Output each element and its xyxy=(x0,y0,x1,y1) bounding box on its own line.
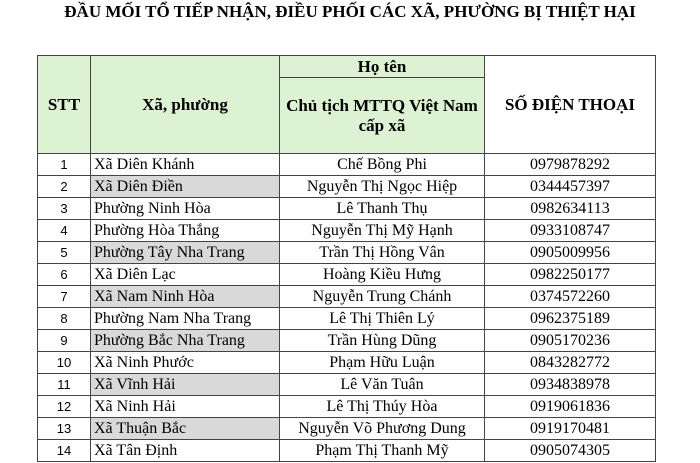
header-stt: STT xyxy=(38,56,91,154)
row-phone: 0933108747 xyxy=(485,220,656,242)
row-phone: 0374572260 xyxy=(485,286,656,308)
row-commune: Phường Bắc Nha Trang xyxy=(91,330,280,352)
row-stt: 9 xyxy=(38,330,91,352)
row-stt: 4 xyxy=(38,220,91,242)
row-commune: Xã Ninh Hải xyxy=(91,396,280,418)
row-name: Lê Thị Thiên Lý xyxy=(280,308,485,330)
row-commune: Xã Diên Điền xyxy=(91,176,280,198)
row-commune: Xã Ninh Phước xyxy=(91,352,280,374)
table-row xyxy=(38,374,656,396)
row-phone: 0905009956 xyxy=(485,242,656,264)
header-name-group: Họ tên xyxy=(280,56,485,78)
row-name: Lê Thanh Thụ xyxy=(280,198,485,220)
table-row xyxy=(38,308,656,330)
row-name: Phạm Hữu Luận xyxy=(280,352,485,374)
row-commune: Xã Tân Định xyxy=(91,440,280,462)
row-stt: 10 xyxy=(38,352,91,374)
row-commune: Xã Thuận Bắc xyxy=(91,418,280,440)
row-name: Nguyễn Thị Ngọc Hiệp xyxy=(280,176,485,198)
table-row xyxy=(38,198,656,220)
table-row xyxy=(38,154,656,176)
table-row xyxy=(38,418,656,440)
row-phone: 0919061836 xyxy=(485,396,656,418)
contact-table xyxy=(37,55,656,462)
row-phone: 0905170236 xyxy=(485,330,656,352)
header-name: Chủ tịch MTTQ Việt Nam cấp xã xyxy=(280,78,485,154)
row-commune: Xã Diên Khánh xyxy=(91,154,280,176)
row-name: Chế Bồng Phi xyxy=(280,154,485,176)
table-row xyxy=(38,396,656,418)
row-phone: 0979878292 xyxy=(485,154,656,176)
row-stt: 7 xyxy=(38,286,91,308)
table-row xyxy=(38,176,656,198)
row-stt: 5 xyxy=(38,242,91,264)
row-stt: 6 xyxy=(38,264,91,286)
row-name: Lê Văn Tuân xyxy=(280,374,485,396)
header-commune: Xã, phường xyxy=(91,56,280,154)
table-row xyxy=(38,242,656,264)
table-row xyxy=(38,440,656,462)
row-name: Phạm Thị Thanh Mỹ xyxy=(280,440,485,462)
row-name: Nguyễn Võ Phương Dung xyxy=(280,418,485,440)
table-row xyxy=(38,352,656,374)
table-row xyxy=(38,264,656,286)
row-stt: 13 xyxy=(38,418,91,440)
row-stt: 2 xyxy=(38,176,91,198)
row-phone: 0843282772 xyxy=(485,352,656,374)
row-commune: Phường Tây Nha Trang xyxy=(91,242,280,264)
table-row xyxy=(38,330,656,352)
row-phone: 0919170481 xyxy=(485,418,656,440)
row-commune: Xã Nam Ninh Hòa xyxy=(91,286,280,308)
row-name: Lê Thị Thúy Hòa xyxy=(280,396,485,418)
row-stt: 11 xyxy=(38,374,91,396)
row-phone: 0982634113 xyxy=(485,198,656,220)
row-name: Trần Hùng Dũng xyxy=(280,330,485,352)
row-name: Hoàng Kiều Hưng xyxy=(280,264,485,286)
row-name: Nguyễn Thị Mỹ Hạnh xyxy=(280,220,485,242)
row-commune: Phường Nam Nha Trang xyxy=(91,308,280,330)
row-commune: Xã Vĩnh Hải xyxy=(91,374,280,396)
row-stt: 3 xyxy=(38,198,91,220)
row-phone: 0344457397 xyxy=(485,176,656,198)
table-row xyxy=(38,220,656,242)
row-name: Nguyễn Trung Chánh xyxy=(280,286,485,308)
row-stt: 1 xyxy=(38,154,91,176)
row-phone: 0905074305 xyxy=(485,440,656,462)
row-name: Trần Thị Hồng Vân xyxy=(280,242,485,264)
header-phone: SỐ ĐIỆN THOẠI xyxy=(485,56,656,154)
row-stt: 12 xyxy=(38,396,91,418)
row-phone: 0962375189 xyxy=(485,308,656,330)
row-stt: 8 xyxy=(38,308,91,330)
table-row xyxy=(38,286,656,308)
row-phone: 0934838978 xyxy=(485,374,656,396)
row-stt: 14 xyxy=(38,440,91,462)
row-commune: Phường Ninh Hòa xyxy=(91,198,280,220)
row-phone: 0982250177 xyxy=(485,264,656,286)
row-commune: Xã Diên Lạc xyxy=(91,264,280,286)
document-title: ĐẦU MỐI TỔ TIẾP NHẬN, ĐIỀU PHỐI CÁC XÃ, PHƯỜNG BỊ THIỆT HẠI xyxy=(64,2,636,21)
row-commune: Phường Hòa Thắng xyxy=(91,220,280,242)
